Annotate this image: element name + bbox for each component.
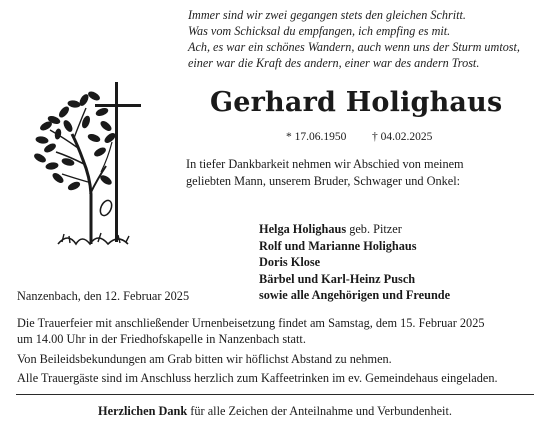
poem-line: Was vom Schicksal du empfangen, ich empfing es mit. <box>188 24 451 38</box>
mourner <box>259 238 450 255</box>
mourner <box>259 254 450 271</box>
mourner-name: Doris Klose <box>259 255 321 270</box>
cross-and-tree-icon <box>28 82 152 266</box>
mourner <box>259 287 450 304</box>
thanks-bold: Herzlichen Dank <box>98 404 188 418</box>
mourner-note: geb. Pitzer <box>346 222 402 236</box>
poem-line: Immer sind wir zwei gegangen stets den gleichen Schritt. <box>188 8 466 22</box>
intro-line: In tiefer Dankbarkeit nehmen wir Abschied von meinem <box>186 157 464 171</box>
deceased-name: Gerhard Holighaus <box>210 87 503 118</box>
intro-line: geliebten Mann, unserem Bruder, Schwager und Onkel: <box>186 174 461 188</box>
condolence-note: Von Beileidsbekundungen am Grab bitten wir höflichst Abstand zu nehmen. <box>17 351 392 366</box>
poem-line: einer war die Kraft des andern, einer war des andern Trost. <box>188 56 480 70</box>
mourner-name: sowie alle Angehörigen und Freunde <box>259 288 451 303</box>
coffee-invitation: Alle Trauergäste sind im Anschluss herzlich zum Kaffeetrinken im ev. Gemeindehaus eingeladen. <box>17 371 498 386</box>
mourner-name: Helga Holighaus <box>259 222 347 236</box>
funeral-info <box>17 316 537 387</box>
poem <box>188 7 538 71</box>
mourner-name: Rolf und Marianne Holighaus <box>259 238 417 253</box>
thanks-rest: für alle Zeichen der Anteilnahme und Verbundenheit. <box>187 404 452 418</box>
funeral-line: um 14.00 Uhr in der Friedhofskapelle in Nanzenbach statt. <box>17 331 306 346</box>
birth-date: * 17.06.1950 <box>286 131 347 143</box>
death-date: † 04.02.2025 <box>372 131 433 143</box>
intro-text <box>186 156 536 190</box>
thanks-line <box>0 404 550 419</box>
funeral-line: Die Trauerfeier mit anschließender Urnenbeisetzung findet am Samstag, dem 15. Februar 2025 <box>17 316 485 330</box>
mourner-name: Bärbel und Karl-Heinz Pusch <box>259 271 416 286</box>
mourners-list <box>259 221 450 304</box>
poem-line: Ach, es war ein schönes Wandern, auch wenn uns der Sturm umtost, <box>188 40 520 54</box>
divider <box>16 394 534 395</box>
mourner <box>259 221 450 238</box>
place-date: Nanzenbach, den 12. Februar 2025 <box>17 289 190 303</box>
mourner <box>259 271 450 288</box>
